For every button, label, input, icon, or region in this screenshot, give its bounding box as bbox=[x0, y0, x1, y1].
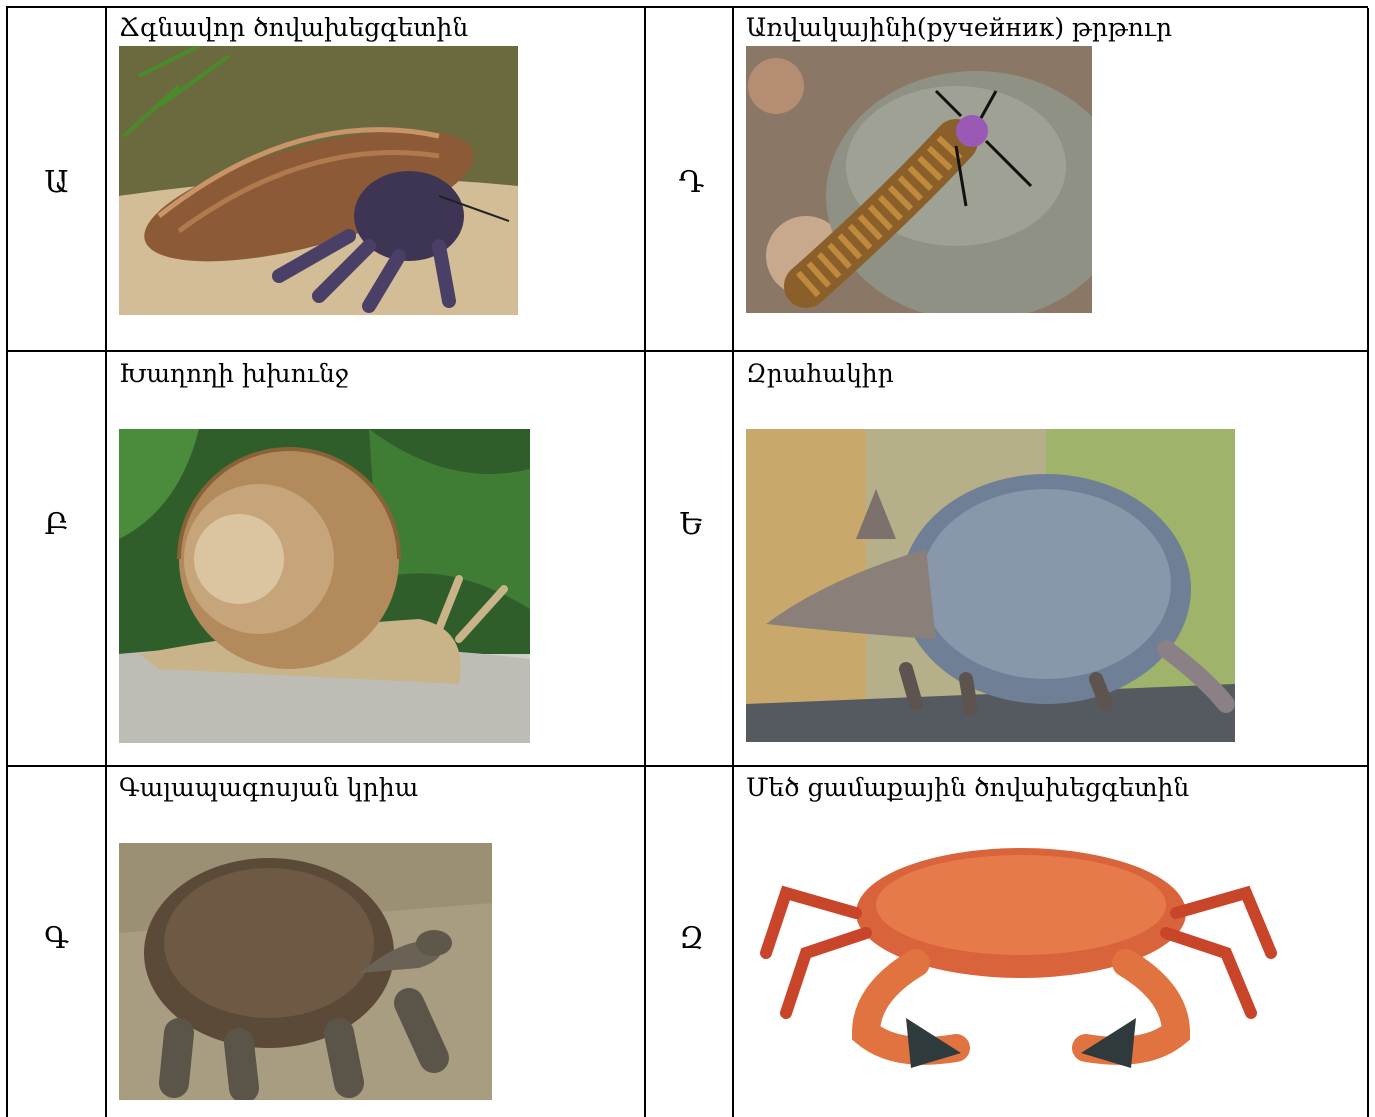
armadillo-photo bbox=[746, 429, 1235, 742]
galapagos-tortoise-photo bbox=[119, 843, 492, 1100]
table-divider bbox=[105, 8, 107, 1117]
table-divider bbox=[8, 350, 1368, 352]
table-divider bbox=[1367, 8, 1369, 1117]
table-divider bbox=[8, 765, 1368, 767]
row-letter: Գ bbox=[44, 921, 69, 956]
row-letter: Դ bbox=[678, 165, 705, 200]
hermit-crab-photo bbox=[119, 46, 518, 315]
row-letter: Ա bbox=[44, 165, 69, 200]
edible-crab-photo bbox=[746, 843, 1288, 1088]
animal-caption: Զրահակիր bbox=[746, 359, 894, 388]
animal-caption: Առվակայինի(ручейник) թրթուր bbox=[746, 13, 1173, 42]
animal-caption: Ճգնավոր ծովախեցգետին bbox=[119, 13, 469, 42]
row-letter: Բ bbox=[44, 507, 69, 542]
animal-caption: Խաղողի խխունջ bbox=[119, 359, 349, 388]
row-letter: Զ bbox=[679, 921, 704, 956]
caddisfly-larva-photo bbox=[746, 46, 1092, 313]
row-letter: Ե bbox=[679, 507, 704, 542]
grape-snail-photo bbox=[119, 429, 530, 743]
animal-caption: Մեծ ցամաքային ծովախեցգետին bbox=[746, 773, 1190, 802]
animal-caption: Գալապագոսյան կրիա bbox=[119, 773, 419, 802]
